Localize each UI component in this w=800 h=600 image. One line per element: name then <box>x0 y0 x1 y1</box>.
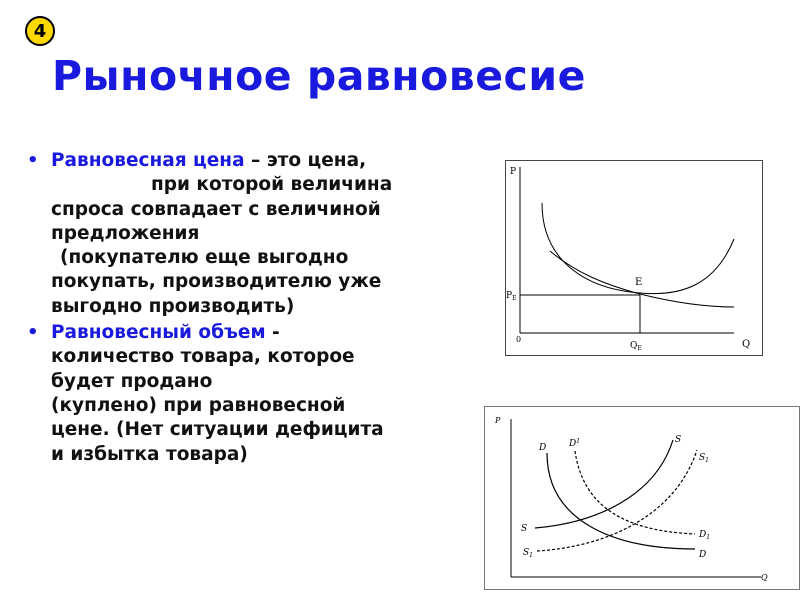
label-s1-left: $S_1$ <box>523 548 533 559</box>
supply-curve-s <box>535 440 673 528</box>
origin-label: 0 <box>516 335 522 344</box>
q-axis-label: Q <box>742 339 751 350</box>
equilibrium-point-label: E <box>635 277 643 288</box>
bullet-term: Равновесная цена <box>51 150 245 171</box>
label-d1-right: $D_1$ <box>699 530 711 541</box>
label-s: S <box>675 435 682 445</box>
bullet-equilibrium-volume <box>27 321 472 467</box>
bullet-list <box>27 149 472 467</box>
bullet-text: цене. (Нет ситуации дефицита <box>51 419 384 441</box>
q-axis-label: Q <box>761 573 768 582</box>
bullet-text: (покупателю еще выгодно <box>60 247 349 269</box>
demand-curve-d1 <box>575 451 695 534</box>
equilibrium-graph <box>505 160 763 356</box>
bullet-text: будет продано <box>51 370 213 392</box>
bullet-dot-icon: • <box>27 150 39 171</box>
slide-title: Рыночное равновесие <box>52 52 586 100</box>
label-s1: $S_1$ <box>699 453 709 464</box>
bullet-dot-icon: • <box>27 322 39 344</box>
label-s-left: S <box>521 524 528 534</box>
p-axis-label: P <box>495 416 501 425</box>
qe-label: $Q_E$ <box>630 341 642 352</box>
bullet-text: покупать, производителю уже <box>51 271 382 293</box>
slide-number-badge: 4 <box>25 16 55 46</box>
bullet-text: (куплено) при равновесной <box>51 394 346 416</box>
bullet-text: выгодно производить) <box>51 295 295 317</box>
bullet-term: Равновесный объем <box>51 322 266 344</box>
bullet-equilibrium-price <box>27 149 472 319</box>
equilibrium-graph-svg <box>506 161 762 355</box>
bullet-text: спроса совпадает с величиной <box>51 198 381 220</box>
shift-graph-svg <box>485 407 799 589</box>
bullet-text: количество товара, которое <box>51 346 355 368</box>
demand-curve-d <box>547 453 695 549</box>
p-axis-label: P <box>510 167 517 177</box>
bullet-text: предложения <box>51 222 200 244</box>
bullet-text: и избытка товара) <box>51 443 248 465</box>
label-d-right: D <box>699 550 707 560</box>
label-d: D <box>539 443 547 453</box>
bullet-text: - <box>265 322 280 344</box>
shift-graph <box>484 406 800 590</box>
label-d1: $D^1$ <box>569 438 581 449</box>
pe-label: $P_E$ <box>506 291 517 302</box>
bullet-text: при которой величина <box>151 174 393 196</box>
bullet-text: – это цена, <box>244 150 367 171</box>
